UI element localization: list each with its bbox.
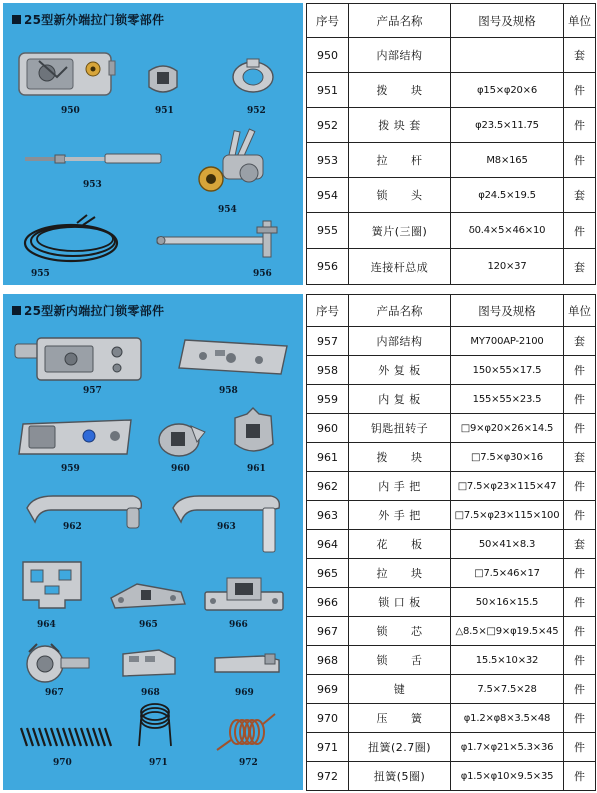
cell-unit: 件 [564,356,596,385]
part-951-dial-block-image [143,61,183,97]
part-label-966: 966 [229,620,248,630]
header-unit: 单位 [564,295,596,327]
cell-unit: 套 [564,178,596,213]
cell-no: 956 [307,249,349,285]
part-label-972: 972 [239,758,258,768]
cell-no: 958 [307,356,349,385]
inner-lock-parts-panel [3,294,303,790]
cell-spec: δ0.4×5×46×10 [451,213,564,249]
cell-name: 花 板 [349,530,451,559]
table-row [307,356,596,385]
part-963-outer-handle-image [169,488,287,554]
part-970-compression-spring-image [19,724,115,750]
cell-spec: △8.5×□9×φ19.5×45 [451,617,564,646]
cell-name: 锁 头 [349,178,451,213]
part-label-952: 952 [247,106,266,116]
cell-spec: 120×37 [451,249,564,285]
cell-spec: φ23.5×11.75 [451,108,564,143]
cell-unit: 件 [564,414,596,443]
part-label-950: 950 [61,106,80,116]
cell-no: 967 [307,617,349,646]
table-row [307,733,596,762]
title-square-icon [12,306,21,315]
table-row [307,501,596,530]
cell-no: 961 [307,443,349,472]
cell-spec: □9×φ20×26×14.5 [451,414,564,443]
part-955-spring-leaf-image [21,213,133,265]
cell-no: 954 [307,178,349,213]
cell-spec: 155×55×23.5 [451,385,564,414]
part-label-964: 964 [37,620,56,630]
cell-name: 钥匙扭转子 [349,414,451,443]
cell-spec: φ24.5×19.5 [451,178,564,213]
cell-unit: 件 [564,646,596,675]
outer-lock-spec-table [306,3,596,285]
cell-spec: □7.5×φ23×115×47 [451,472,564,501]
cell-no: 952 [307,108,349,143]
part-969-key-image [211,650,283,678]
inner-lock-parts-title: 25型新内端拉门锁零部件 [12,302,164,319]
table-row [307,108,596,143]
cell-spec: φ1.5×φ10×9.5×35 [451,762,564,791]
cell-no: 950 [307,38,349,73]
table-row [307,414,596,443]
cell-no: 968 [307,646,349,675]
cell-name: 拨 块 [349,73,451,108]
cell-spec: φ1.7×φ21×5.3×36 [451,733,564,762]
header-unit: 单位 [564,4,596,38]
part-958-outer-cover-plate-image [175,334,293,380]
table-row [307,588,596,617]
cell-unit: 件 [564,472,596,501]
cell-name: 扭簧(5圈) [349,762,451,791]
part-label-961: 961 [247,464,266,474]
cell-unit: 套 [564,530,596,559]
part-960-key-rotor-image [153,410,209,462]
cell-spec: 7.5×7.5×28 [451,675,564,704]
cell-name: 簧片(三圈) [349,213,451,249]
part-label-958: 958 [219,386,238,396]
cell-unit: 套 [564,443,596,472]
table-row [307,385,596,414]
table-row [307,559,596,588]
header-name: 产品名称 [349,295,451,327]
cell-unit: 件 [564,733,596,762]
cell-no: 959 [307,385,349,414]
part-952-dial-sleeve-image [229,55,277,95]
part-label-969: 969 [235,688,254,698]
cell-no: 963 [307,501,349,530]
table-row [307,178,596,213]
cell-no: 969 [307,675,349,704]
table-row [307,73,596,108]
cell-spec [451,38,564,73]
cell-name: 压 簧 [349,704,451,733]
inner-lock-spec-table [306,294,596,791]
cell-name: 扭簧(2.7圈) [349,733,451,762]
cell-spec: □7.5×46×17 [451,559,564,588]
table-row [307,704,596,733]
cell-unit: 件 [564,108,596,143]
table-row [307,617,596,646]
part-953-pull-rod-image [25,149,161,169]
cell-spec: 50×16×15.5 [451,588,564,617]
cell-no: 965 [307,559,349,588]
cell-name: 外 复 板 [349,356,451,385]
part-967-lock-core-image [21,638,93,688]
title-square-icon [12,15,21,24]
part-959-inner-cover-plate-image [15,410,135,460]
cell-name: 锁 口 板 [349,588,451,617]
outer-lock-parts-panel [3,3,303,285]
cell-no: 966 [307,588,349,617]
cell-name: 锁 芯 [349,617,451,646]
part-964-flower-plate-image [17,556,87,612]
part-label-968: 968 [141,688,160,698]
part-971-torsion-spring-image [131,698,179,748]
table-header-row [307,4,596,38]
cell-unit: 件 [564,143,596,178]
table-row [307,249,596,285]
part-label-962: 962 [63,522,82,532]
cell-name: 拉 杆 [349,143,451,178]
part-950-lock-body-image [17,47,117,99]
cell-spec: 15.5×10×32 [451,646,564,675]
cell-name: 拨 块 [349,443,451,472]
part-label-951: 951 [155,106,174,116]
cell-unit: 件 [564,385,596,414]
part-961-dial-block-image [225,404,281,460]
part-label-965: 965 [139,620,158,630]
part-966-lock-mouth-plate-image [201,574,287,614]
part-962-inner-handle-image [23,488,147,532]
part-label-957: 957 [83,386,102,396]
part-label-954: 954 [218,205,237,215]
part-972-torsion-spring-image [215,712,277,752]
part-label-963: 963 [217,522,236,532]
part-label-955: 955 [31,269,50,279]
cell-no: 953 [307,143,349,178]
cell-name: 拨 块 套 [349,108,451,143]
cell-no: 955 [307,213,349,249]
cell-unit: 套 [564,249,596,285]
table-row [307,38,596,73]
cell-name: 锁 舌 [349,646,451,675]
header-name: 产品名称 [349,4,451,38]
header-spec: 图号及规格 [451,4,564,38]
cell-name: 外 手 把 [349,501,451,530]
cell-unit: 件 [564,675,596,704]
cell-spec: M8×165 [451,143,564,178]
cell-no: 971 [307,733,349,762]
cell-spec: □7.5×φ30×16 [451,443,564,472]
table-row [307,443,596,472]
cell-unit: 件 [564,73,596,108]
cell-spec: φ15×φ20×6 [451,73,564,108]
cell-name: 内部结构 [349,327,451,356]
table-row [307,762,596,791]
cell-no: 970 [307,704,349,733]
table-row [307,530,596,559]
table-row [307,675,596,704]
cell-no: 960 [307,414,349,443]
cell-no: 964 [307,530,349,559]
part-label-967: 967 [45,688,64,698]
part-label-956: 956 [253,269,272,279]
cell-unit: 件 [564,617,596,646]
header-spec: 图号及规格 [451,295,564,327]
part-label-959: 959 [61,464,80,474]
outer-lock-parts-title: 25型新外端拉门锁零部件 [12,11,164,28]
table-row [307,327,596,356]
part-954-lock-cylinder-image [193,127,273,203]
cell-unit: 件 [564,501,596,530]
cell-unit: 件 [564,762,596,791]
cell-unit: 件 [564,213,596,249]
cell-unit: 套 [564,327,596,356]
cell-spec: 150×55×17.5 [451,356,564,385]
part-label-960: 960 [171,464,190,474]
cell-name: 连接杆总成 [349,249,451,285]
cell-no: 957 [307,327,349,356]
table-row [307,143,596,178]
cell-spec: 50×41×8.3 [451,530,564,559]
part-956-connecting-rod-image [153,217,283,261]
table-row [307,213,596,249]
cell-spec: φ1.2×φ8×3.5×48 [451,704,564,733]
cell-unit: 件 [564,559,596,588]
table-row [307,472,596,501]
cell-unit: 件 [564,588,596,617]
header-no: 序号 [307,295,349,327]
part-965-pull-block-image [107,578,189,612]
part-label-971: 971 [149,758,168,768]
table-row [307,646,596,675]
cell-unit: 件 [564,704,596,733]
part-968-lock-tongue-image [119,644,179,684]
part-label-970: 970 [53,758,72,768]
cell-unit: 套 [564,38,596,73]
table-header-row [307,295,596,327]
cell-name: 内部结构 [349,38,451,73]
cell-spec: MY700AP-2100 [451,327,564,356]
part-label-953: 953 [83,180,102,190]
cell-name: 内 手 把 [349,472,451,501]
cell-no: 962 [307,472,349,501]
cell-no: 972 [307,762,349,791]
cell-no: 951 [307,73,349,108]
cell-name: 键 [349,675,451,704]
cell-name: 拉 块 [349,559,451,588]
header-no: 序号 [307,4,349,38]
cell-name: 内 复 板 [349,385,451,414]
cell-spec: □7.5×φ23×115×100 [451,501,564,530]
part-957-inner-structure-image [13,334,143,384]
